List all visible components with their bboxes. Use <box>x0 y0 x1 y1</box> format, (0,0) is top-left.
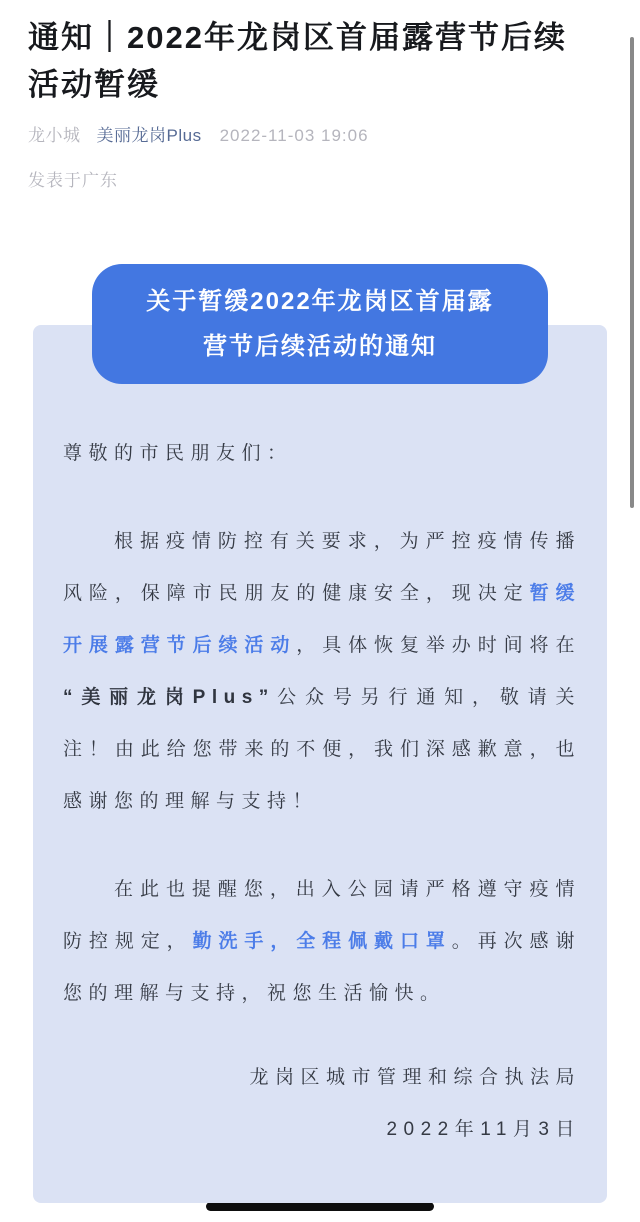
highlighted-text: 勤洗手，全程佩戴口罩 <box>192 931 452 952</box>
article-title: 通知｜2022年龙岗区首届露营节后续活动暂缓 <box>28 20 567 102</box>
notice-paragraph-2 <box>63 864 581 1020</box>
paragraph-text: 。再次感谢您的理解与支持，祝您生活愉快。 <box>63 931 581 1004</box>
home-indicator-bar[interactable] <box>206 1202 434 1211</box>
signature-date: 2022年11月3日 <box>386 1119 581 1140</box>
notice-paragraph-1 <box>63 516 581 828</box>
notice-body <box>33 325 607 1203</box>
byline <box>28 121 612 146</box>
publish-timestamp: 2022-11-03 19:06 <box>219 126 369 145</box>
salutation: 尊敬的市民朋友们： <box>63 443 293 464</box>
article-header <box>0 0 640 191</box>
paragraph-text: ，具体恢复举办时间将在 <box>296 635 581 656</box>
account-link[interactable]: 美丽龙岗Plus <box>96 126 202 145</box>
account-name-bold: “美丽龙岗Plus” <box>63 687 275 708</box>
scrollbar-thumb[interactable] <box>630 37 634 508</box>
publish-location: 发表于广东 <box>28 171 118 190</box>
author-name: 龙小城 <box>28 126 81 145</box>
paragraph-text: 公众号另行通知，敬请关注！由此给您带来的不便，我们深感歉意，也感谢您的理解与支持！ <box>63 687 581 812</box>
paragraph-text: 根据疫情防控有关要求，为严控疫情传播风险，保障市民朋友的健康安全，现决定 <box>63 531 581 604</box>
highlighted-text: 暂缓开展露营节后续活动 <box>63 583 581 656</box>
signature-org: 龙岗区城市管理和综合执法局 <box>249 1067 581 1088</box>
paragraph-text: 在此也提醒您，出入公园请严格遵守疫情防控规定， <box>63 879 581 952</box>
notice-graphic <box>0 264 640 1203</box>
notice-banner: 关于暂缓2022年龙岗区首届露营节后续活动的通知 <box>92 264 548 384</box>
